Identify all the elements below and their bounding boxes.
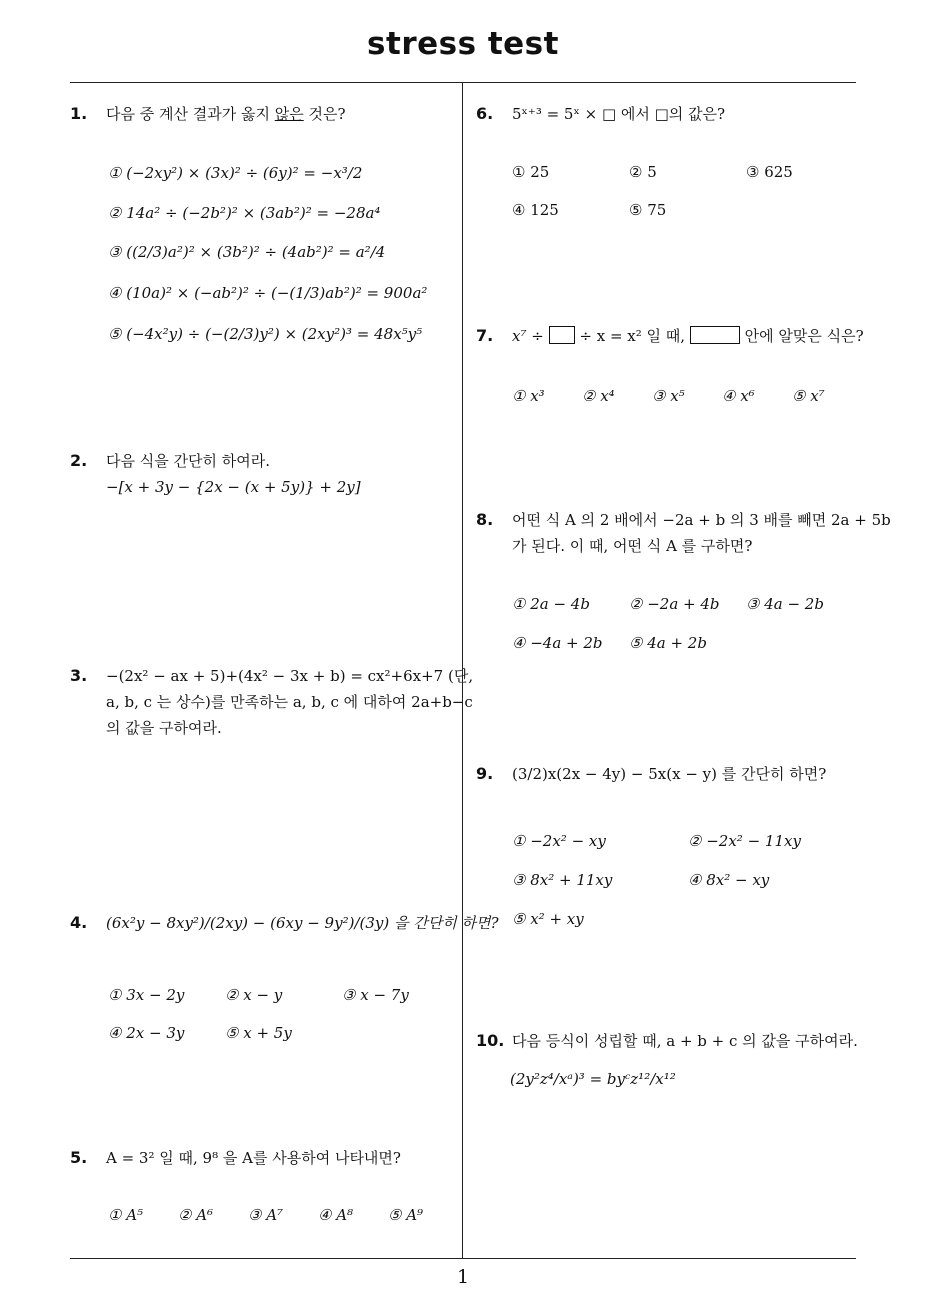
option-4[interactable]: ④ 2x − 3y [108, 1024, 185, 1042]
question-number: 9. [476, 764, 494, 783]
question-number: 2. [70, 451, 88, 470]
question-text: 5ˣ⁺³ = 5ˣ × □ 에서 □의 값은? [512, 105, 726, 123]
option-3[interactable]: ③ x − 7y [342, 986, 409, 1004]
option-3[interactable]: ③ 8x² + 11xy [512, 871, 613, 889]
option-2[interactable]: ② x⁴ [582, 387, 615, 405]
option-5[interactable]: ⑤ x⁷ [792, 387, 825, 405]
option-1[interactable]: ① x³ [512, 387, 545, 405]
option-5[interactable]: ⑤ 4a + 2b [629, 634, 707, 652]
page-number: 1 [456, 1266, 470, 1288]
question-2-expression: −[x + 3y − {2x − (x + 5y)} + 2y] [106, 478, 361, 496]
option-3[interactable]: ③ ((2/3)a²)² × (3b²)² ÷ (4ab²)² = a²/4 [108, 243, 386, 261]
question-text-line-3: 의 값을 구하여라. [106, 719, 222, 737]
option-3[interactable]: ③ 625 [746, 163, 793, 181]
question-text-line-1: −(2x² − ax + 5)+(4x² − 3x + b) = cx²+6x+7 (단, [106, 667, 474, 685]
option-5[interactable]: ⑤ A⁹ [388, 1206, 424, 1224]
question-text: 다음 등식이 성립할 때, a + b + c 의 값을 구하여라. [512, 1032, 858, 1050]
question-number: 6. [476, 104, 494, 123]
question-text: x⁷ ÷ ÷ x = x² 일 때, 안에 알맞은 식은? [512, 327, 864, 345]
question-number: 4. [70, 913, 88, 932]
question-text: A = 3² 일 때, 9⁸ 을 A를 사용하여 나타내면? [106, 1149, 401, 1167]
option-5[interactable]: ⑤ 75 [629, 201, 667, 219]
option-3[interactable]: ③ 4a − 2b [746, 595, 824, 613]
question-number: 8. [476, 510, 494, 529]
option-4[interactable]: ④ (10a)² × (−ab²)² ÷ (−(1/3)ab²)² = 900a² [108, 284, 428, 302]
question-text-line-2: 가 된다. 이 때, 어떤 식 A 를 구하면? [512, 537, 753, 555]
option-1[interactable]: ① 3x − 2y [108, 986, 185, 1004]
top-divider [70, 82, 856, 83]
page-title: stress test [367, 26, 559, 62]
option-1[interactable]: ① 25 [512, 163, 550, 181]
option-3[interactable]: ③ A⁷ [248, 1206, 284, 1224]
option-2[interactable]: ② −2a + 4b [629, 595, 720, 613]
question-text: 다음 중 계산 결과가 옳지 않은 것은? [106, 105, 346, 123]
question-number: 5. [70, 1148, 88, 1167]
bottom-divider [70, 1258, 856, 1259]
option-2[interactable]: ② 14a² ÷ (−2b²)² × (3ab²)² = −28a⁴ [108, 204, 381, 222]
option-4[interactable]: ④ −4a + 2b [512, 634, 603, 652]
option-4[interactable]: ④ 125 [512, 201, 559, 219]
option-4[interactable]: ④ 8x² − xy [688, 871, 770, 889]
option-4[interactable]: ④ x⁶ [722, 387, 755, 405]
option-1[interactable]: ① A⁵ [108, 1206, 144, 1224]
question-text-line-2: a, b, c 는 상수)를 만족하는 a, b, c 에 대하여 2a+b−c [106, 693, 473, 711]
question-text: 다음 식을 간단히 하여라. [106, 452, 270, 470]
question-number: 3. [70, 666, 88, 685]
answer-blank-box [549, 326, 575, 344]
question-text: (6x²y − 8xy²)/(2xy) − (6xy − 9y²)/(3y) 을 간단히 하면? [106, 914, 499, 932]
option-2[interactable]: ② A⁶ [178, 1206, 214, 1224]
option-1[interactable]: ① (−2xy²) × (3x)² ÷ (6y)² = −x³/2 [108, 164, 363, 182]
option-2[interactable]: ② −2x² − 11xy [688, 832, 801, 850]
question-text: (3/2)x(2x − 4y) − 5x(x − y) 를 간단히 하면? [512, 765, 827, 783]
option-3[interactable]: ③ x⁵ [652, 387, 685, 405]
question-number: 1. [70, 104, 88, 123]
option-1[interactable]: ① −2x² − xy [512, 832, 606, 850]
option-5[interactable]: ⑤ x + 5y [225, 1024, 292, 1042]
question-number: 7. [476, 326, 494, 345]
option-2[interactable]: ② x − y [225, 986, 283, 1004]
option-5[interactable]: ⑤ x² + xy [512, 910, 584, 928]
option-2[interactable]: ② 5 [629, 163, 657, 181]
question-10-expression: (2y²z⁴/xᵃ)³ = byᶜz¹²/x¹² [510, 1070, 676, 1088]
option-5[interactable]: ⑤ (−4x²y) ÷ (−(2/3)y²) × (2xy²)³ = 48x⁵y⁵ [108, 325, 423, 343]
option-4[interactable]: ④ A⁸ [318, 1206, 354, 1224]
option-1[interactable]: ① 2a − 4b [512, 595, 590, 613]
answer-blank-box-wide [690, 326, 740, 344]
question-text-line-1: 어떤 식 A 의 2 배에서 −2a + b 의 3 배를 빼면 2a + 5b [512, 511, 891, 529]
question-number: 10. [476, 1031, 505, 1050]
